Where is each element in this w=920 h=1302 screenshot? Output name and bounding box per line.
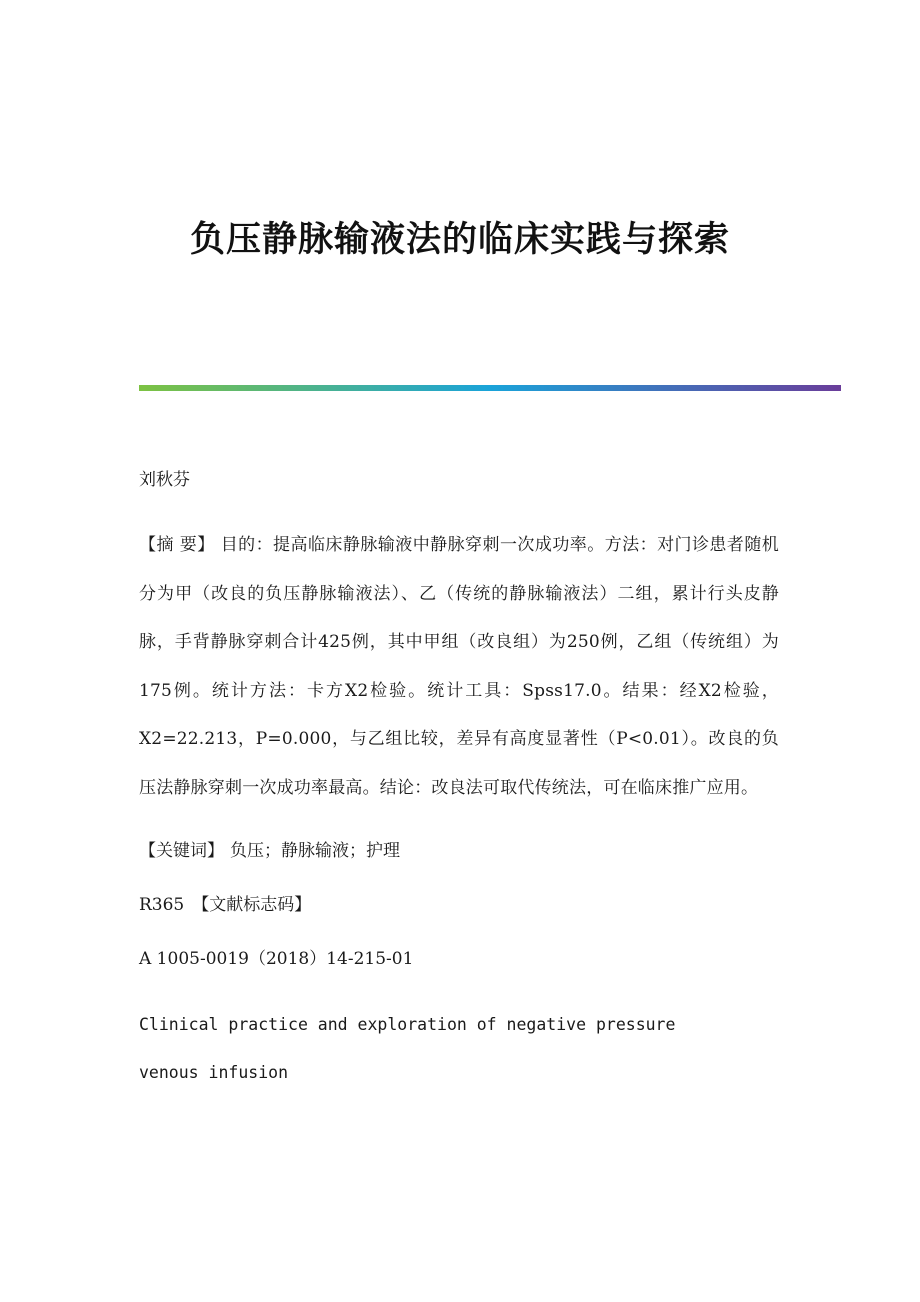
article-id: A 1005-0019（2018）14-215-01 — [139, 949, 414, 969]
classification-code: R365 — [139, 895, 185, 915]
abstract — [139, 521, 779, 812]
paper-title: 负压静脉输液法的临床实践与探索 — [189, 220, 730, 260]
keywords — [139, 839, 779, 863]
abstract-text: 目的：提高临床静脉输液中静脉穿刺一次成功率。方法：对门诊患者随机分为甲（改良的负压静脉输液法）、乙（传统的静脉输液法）二组，累计行头皮静脉，手背静脉穿刺合计425例，其中甲组（改良组）为250例，乙组（传统组）为175例。统计方法：卡方X2检验。统计工具：Spss17.0。结果：经X2检验，X2=22.213，P=0.000，与乙组比较，差异有高度显著性（P<0.01）。改良的负压法静脉穿刺一次成功率最高。结论：改良法可取代传统法，可在临床推广应用。 — [139, 535, 779, 798]
keywords-label: 【关键词】 — [139, 841, 224, 861]
author-name: 刘秋芬 — [139, 470, 190, 490]
title-divider — [139, 385, 841, 391]
keywords-text: 负压；静脉输液；护理 — [230, 841, 400, 861]
classification-line — [139, 893, 779, 917]
document-code-label: 【文献标志码】 — [192, 895, 312, 915]
paper-body — [139, 468, 779, 1097]
english-title: Clinical practice and exploration of negative pressure venous infusion — [139, 1015, 676, 1082]
abstract-label: 【摘 要】 — [139, 535, 215, 555]
